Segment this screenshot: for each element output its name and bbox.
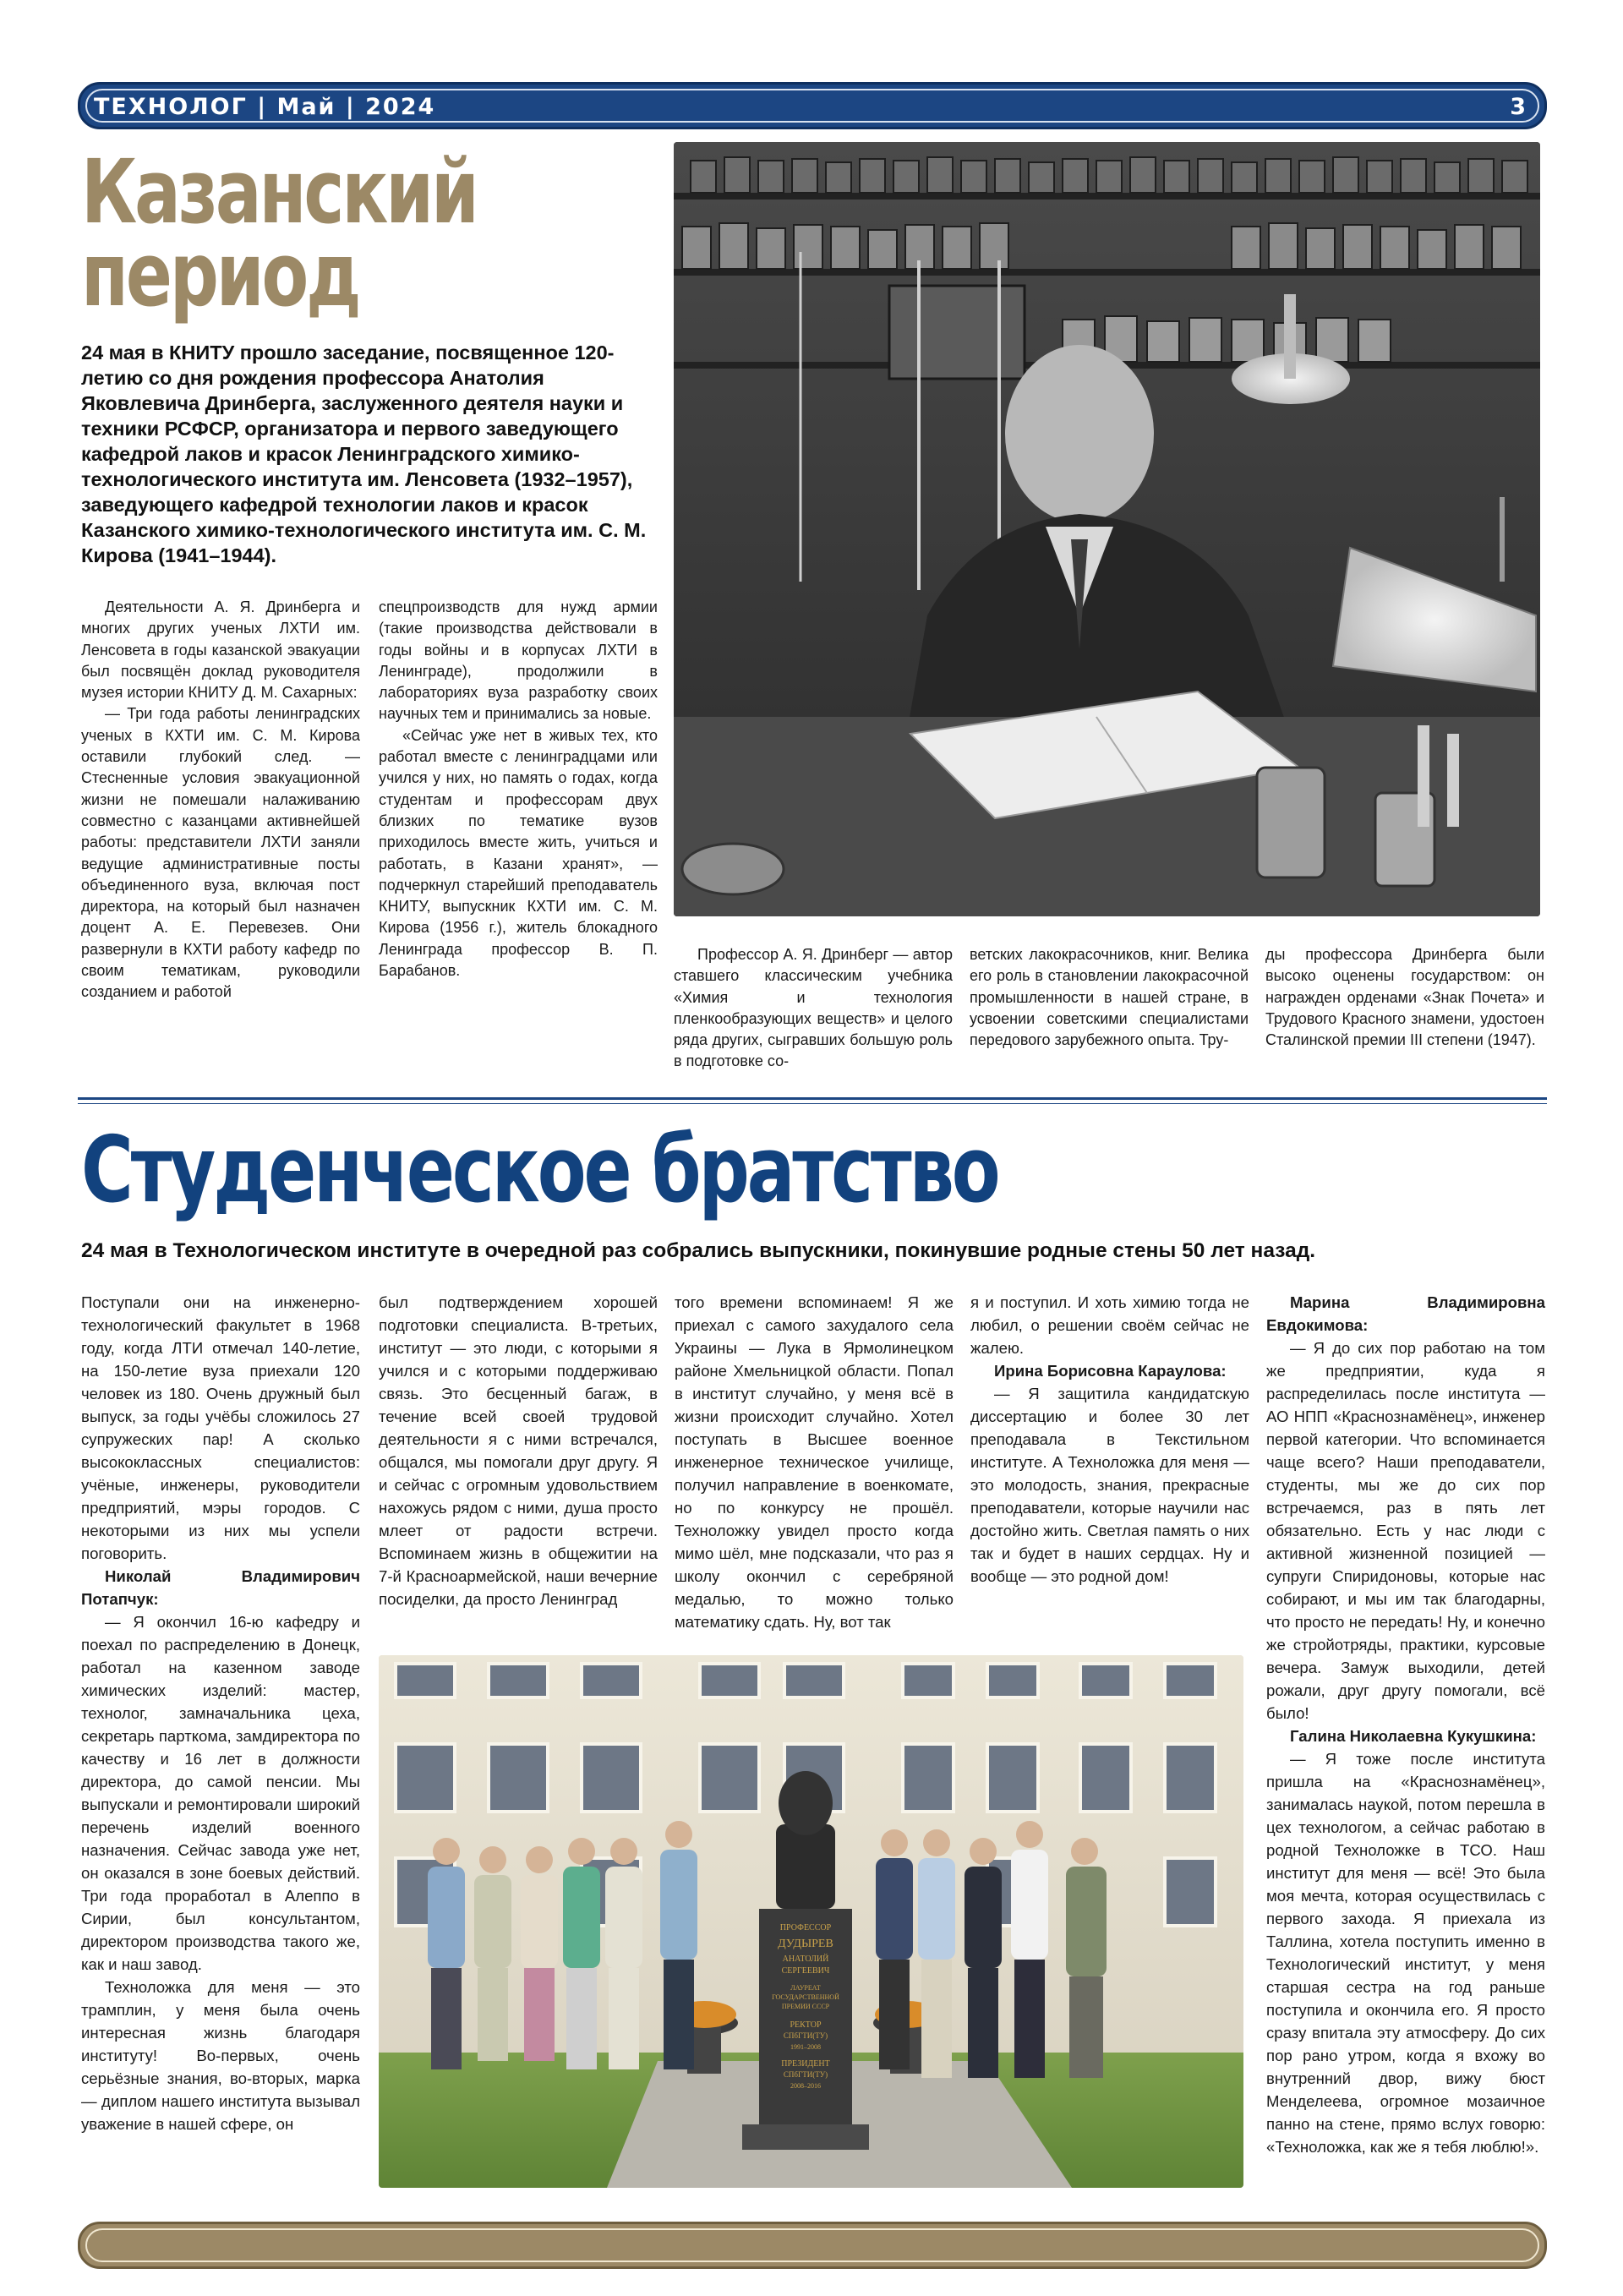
plaque-line: ПРОФЕССОР <box>779 1923 832 1932</box>
plaque-line: ЛАУРЕАТ <box>790 1984 821 1992</box>
paragraph: я и поступил. И хоть химию тогда не любил, о решении своём сейчас не жалею. <box>970 1293 1249 1357</box>
plaque-line: ДУДЫРЕВ <box>778 1938 833 1950</box>
article1-column-2 <box>379 597 658 981</box>
article2-column-4 <box>970 1291 1249 1588</box>
paragraph: — Я тоже после института пришла на «Краснознамёнец», занималась наукой, потом перешла в цех технологом, а сейчас работаю в родной Техноложке в ТСО. Наш институт для меня — всё! Это была моя мечта, которая осуществилась с первого захода. Я приехала из Таллина, хотела поступить именно в Технологический институт, у меня старшая сестра на год раньше поступила и окончила его. Я просто сразу впитала эту атмосферу. До сих пор рано утром, когда я вхожу во внутренний двор, вижу бюст Менделеева, огромное мозаичное панно на стене, прямо вслух говорю: «Техноложка, как же я тебя люблю!». <box>1266 1750 1545 2156</box>
article2-title: Студенческое братство <box>81 1118 998 1223</box>
plaque-line: ГОСУДАРСТВЕННОЙ <box>772 1993 839 2001</box>
paragraph: — Три года работы ленинградских ученых в КХТИ им. С. М. Кирова оставили глубокий след. — Стесненные условия эвакуационной жизни не помешали налаживанию совместно с казанцами активнейшей работы: представители ЛХТИ заняли ведущие административные посты объединенного вуза, включая пост директора, на который был назначен доцент А. Е. Перевезев. Они развернули в КХТИ работу кафедр по своим тематикам, руководили созданием и работой <box>81 705 360 1001</box>
paragraph: спецпроизводств для нужд армии (такие производства действовали в годы войны и в корпусах ЛХТИ в Ленинграде), продолжили в лабораториях вуза разработку своих научных тем и принимались за новые. <box>379 599 658 723</box>
article1-title-line1: Казанский <box>81 140 477 243</box>
plaque-line: СПбГТИ(ТУ) <box>783 2031 828 2040</box>
plaque-line: ПРЕМИИ СССР <box>781 2003 830 2010</box>
article2-column-3 <box>675 1291 954 1633</box>
page-number: 3 <box>1510 94 1527 120</box>
paragraph: ды профессора Дринберга были высоко оценены государством: он награжден орденами «Знак Почета» и Трудового Красного знамени, удостоен Сталинской премии III степени (1947). <box>1265 946 1544 1049</box>
article2-lead: 24 мая в Технологическом институте в очередной раз собрались выпускники, покинувшие родные стены 50 лет назад. <box>81 1239 1316 1262</box>
header-issue: ТЕХНОЛОГ | Май | 2024 <box>94 94 436 120</box>
plaque-line: АНАТОЛИЙ <box>782 1954 829 1964</box>
paragraph: — Я защитила кандидатскую диссертацию и более 30 лет преподавала в Текстильном институте. А Техноложка для меня — это молодость, знания, прекрасные преподаватели, которые научили нас достойно жить. Светлая память о них так и будет в наших сердцах. Ну и вообще — это родной дом! <box>970 1385 1249 1585</box>
header-bar <box>78 82 1547 129</box>
alumni-group-photo <box>379 1655 1243 2188</box>
article1-title <box>81 140 490 326</box>
footer-bar-inner <box>85 2228 1539 2262</box>
interviewee-name: Николай Владимирович Потапчук: <box>81 1567 360 1608</box>
interviewee-name: Галина Николаевна Кукушкина: <box>1290 1727 1537 1745</box>
article1-column-1 <box>81 597 360 1003</box>
footer-bar <box>78 2222 1547 2269</box>
professor-photo-illustration <box>674 142 1540 916</box>
paragraph: Поступали они на инженерно-технологический факультет в 1968 году, когда ЛТИ отмечал 140-летие, на 150-летие вуза приехали 120 человек из 180. Очень дружный был выпуск, за годы учёбы сложилось 27 супружеских пар! А сколько высококлассных специалистов: учёные, инженеры, руководители предприятий, мэры городов. С некоторыми из них мы успели поговорить. <box>81 1293 360 1562</box>
alumni-group-illustration <box>379 1655 1243 2188</box>
plaque-line: СПбГТИ(ТУ) <box>783 2070 828 2079</box>
paragraph: — Я окончил 16-ю кафедру и поехал по распределению в Донецк, работал на казенном заводе химических изделий: мастер, технолог, замначальника цеха, секретарь парткома, замдиректора по качеству и 16 лет в должности директора, до самой пенсии. Мы выпускали и ремонтировали широкий перечень изделий военного назначения. Сейчас завода уже нет, он оказался в зоне боевых действий. Три года проработал в Алеппо в Сирии, был консультантом, директором производства такого же, как и наш завод. <box>81 1613 360 1973</box>
paragraph: ветских лакокрасочников, книг. Велика его роль в становлении лакокрасочной промышленности в нашей стране, в усвоении советскими специалистами передового зарубежного опыта. Тру- <box>970 946 1249 1049</box>
paragraph: Деятельности А. Я. Дринберга и многих других ученых ЛХТИ им. Ленсовета в годы казанской эвакуации был посвящён доклад руководителя музея истории КНИТУ Д. М. Сахарных: <box>81 599 360 702</box>
article2-column-2 <box>379 1291 658 1610</box>
article1-title-line2: период <box>81 223 359 326</box>
plaque-line: 1991–2008 <box>790 2043 821 2051</box>
section-divider-thin <box>78 1103 1547 1104</box>
photo-caption-column-2 <box>970 944 1249 1051</box>
interviewee-name: Марина Владимировна Евдокимова: <box>1266 1293 1545 1334</box>
photo-caption-column-1 <box>674 944 953 1073</box>
photo-caption-column-3 <box>1265 944 1544 1051</box>
professor-photo <box>674 142 1540 916</box>
paragraph: был подтверждением хорошей подготовки специалиста. В-третьих, институт — это люди, с которыми я учился и с которыми поддерживаю связь. Это бесценный багаж, в течение всей своей трудовой деятельности я с ними встречался, общался, мы помогали друг другу. Я и сейчас с огромным удовольствием нахожусь рядом с ними, душа просто млеет от радости встречи. Вспоминаем жизнь в общежитии на 7-й Красноармейской, наши вечерние посиделки, да просто Ленинград <box>379 1293 658 1608</box>
article2-column-1 <box>81 1291 360 2135</box>
plaque-line: ПРЕЗИДЕНТ <box>781 2059 830 2069</box>
section-divider <box>78 1097 1547 1100</box>
paragraph: «Сейчас уже нет в живых тех, кто работал вместе с ленинградцами или учился у них, но память о годах, когда студентам и профессорам двух близких по тематике вузов приходилось вместе жить, учиться и работать, в Казани хранят», — подчеркнул старейший преподаватель КНИТУ, выпускник КХТИ им. С. М. Кирова (1956 г.), житель блокадного Ленинграда профессор В. П. Барабанов. <box>379 726 658 980</box>
article1-lead: 24 мая в КНИТУ прошло заседание, посвященное 120-летию со дня рождения профессора Анатолия Яковлевича Дринберга, заслуженного деятеля науки и техники РСФСР, организатора и первого заведующего кафедрой лаков и красок Ленинградского химико-технологического института им. Ленсовета (1932–1957), заведующего кафедрой технологии лаков и красок Казанского химико-технологического института им. С. М. Кирова (1941–1944). <box>81 342 647 566</box>
plaque-line: РЕКТОР <box>790 2020 822 2030</box>
plaque-line: СЕРГЕЕВИЧ <box>781 1966 830 1976</box>
paragraph: того времени вспоминаем! Я же приехал с самого захудалого села Украины — Лука в Ярмолинецком районе Хмельницкой области. Попал в институт случайно, у меня всё в жизни происходит случайно. Хотел поступать в Высшее военное инженерное техническое училище, получил направление в военкомате, но по конкурсу не прошёл. Техноложку увидел просто когда мимо шёл, мне подсказали, что раз я школу окончил с серебряной медалью, то можно только математику сдать. Ну, вот так <box>675 1293 954 1631</box>
paragraph: Техноложка для меня — это трамплин, у меня была очень интересная жизнь благодаря институту! Во-первых, очень серьёзные знания, во-вторых, марка — диплом нашего института вызывал уважение в нашей сфере, он <box>81 1978 360 2133</box>
paragraph: Профессор А. Я. Дринберг — автор ставшего классическим учебника «Химия и технология пленкообразующих веществ» и целого ряда других, сыгравших большую роль в подготовке со- <box>674 946 953 1070</box>
paragraph: — Я до сих пор работаю на том же предприятии, куда я распределилась после института — АО НПП «Краснознамёнец», инженер первой категории. Что вспоминается чаще всего? Наши преподаватели, студенты, мы же до сих пор встречаемся, раз в пять лет обязательно. Есть у нас люди с активной жизненной позицией — супруги Спиридоновы, которые нас собирают, и мы им так благодарны, что просто не передать! Ну, и конечно же стройотряды, практики, курсовые вечера. Замуж выходили, детей рожали, друг другу помогали, всё было! <box>1266 1339 1545 1722</box>
plaque-line: 2008–2016 <box>790 2082 821 2090</box>
interviewee-name: Ирина Борисовна Караулова: <box>994 1362 1227 1380</box>
article2-column-5 <box>1266 1291 1545 2158</box>
